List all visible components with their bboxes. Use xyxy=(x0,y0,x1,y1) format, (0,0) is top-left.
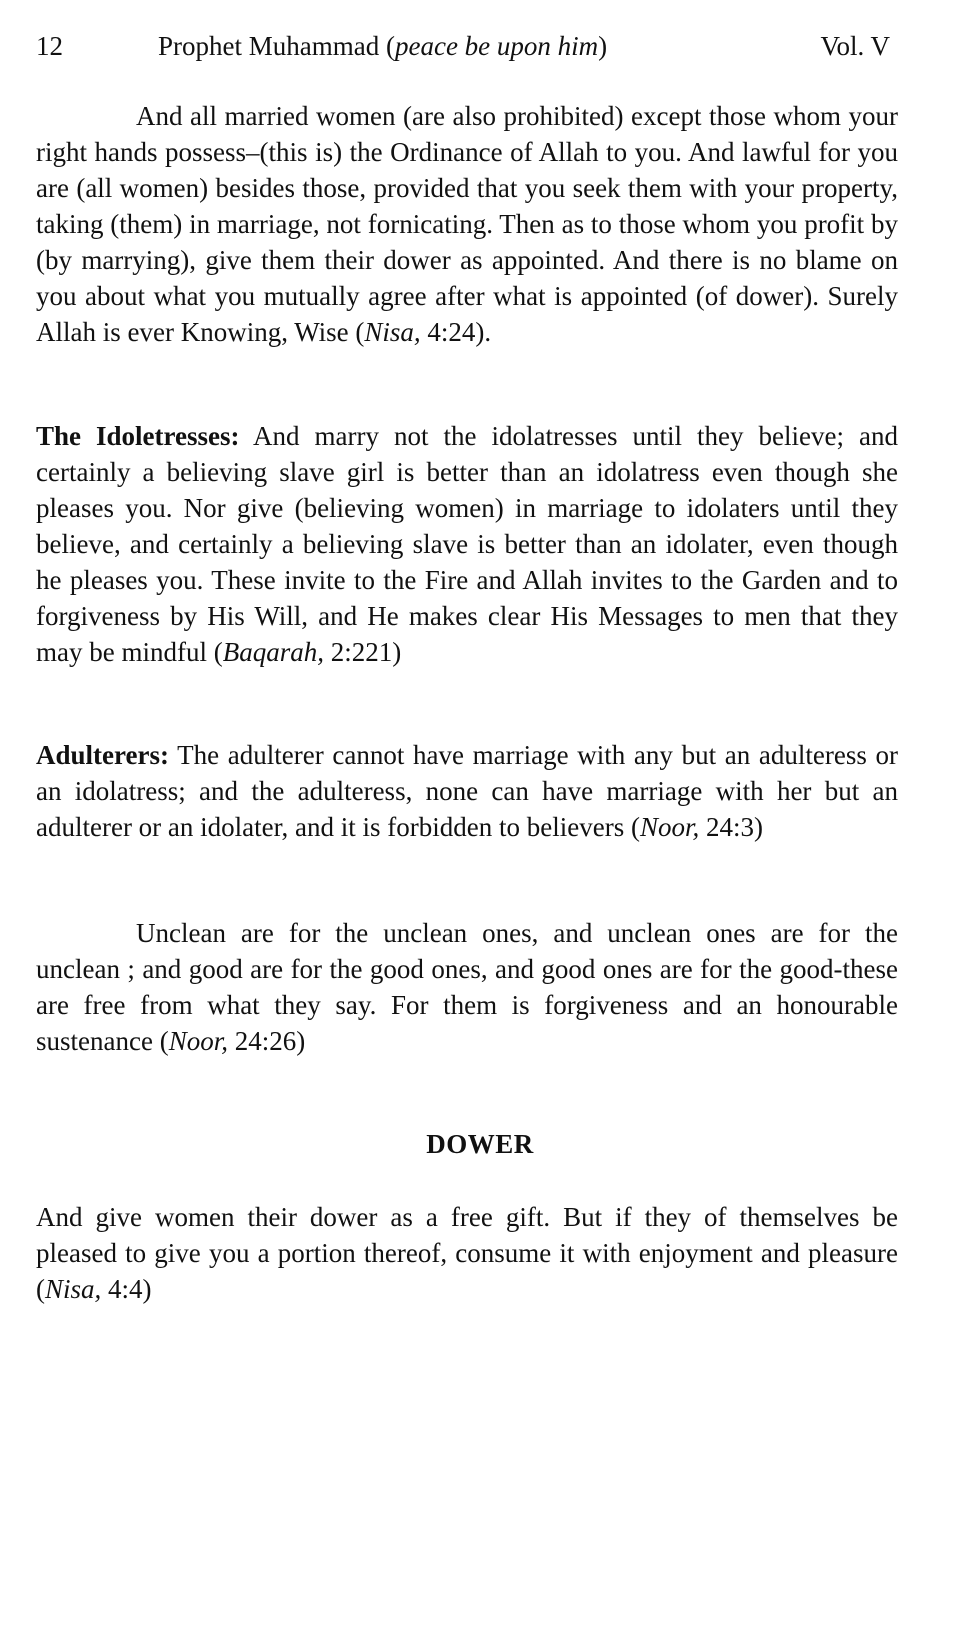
page-number: 12 xyxy=(36,31,63,61)
page-header xyxy=(36,26,896,66)
verse-source: Baqarah, xyxy=(222,637,324,667)
verse-source: Noor, xyxy=(168,1026,228,1056)
verse-source: Nisa, xyxy=(364,317,421,347)
paragraph-text: And marry not the idolatresses until they believe; and certainly a believing slave girl is better than an idolatress even though she pleases you. Nor give (believing women) in marriage to idolaters until they believe, and certainly a believing slave is better than an idolater, even though he pleases you. These invite to the Fire and Allah invites to the Garden and to forgiveness by His Will, and He makes clear His Messages to men that they may be mindful ( xyxy=(36,421,898,667)
verse-number: 24:26) xyxy=(227,1026,306,1056)
section-heading: DOWER xyxy=(426,1129,534,1159)
verse-number: 4:4) xyxy=(101,1274,152,1304)
paragraph-unclean xyxy=(36,915,898,1059)
running-title-paren-open: ( xyxy=(385,31,395,61)
paragraph-text: And give women their dower as a free gift. But if they of themselves be pleased to give you a portion thereof, consume it with enjoyment and pleasure ( xyxy=(36,1202,898,1304)
verse-number: 24:3) xyxy=(699,812,763,842)
paragraph-text: Unclean are for the unclean ones, and unclean ones are for the unclean ; and good are for the good ones, and good ones are for the good-these are free from what they say. For them is forgiveness and an honourable sustenance ( xyxy=(36,918,898,1056)
volume-label: Vol. V xyxy=(820,31,890,61)
paragraph-text: The adulterer cannot have marriage with any but an adulteress or an idolatress; and the adulteress, none can have marriage with her but an adulterer or an idolater, and it is forbidden to believers ( xyxy=(36,740,898,842)
paragraph-married-women xyxy=(36,98,898,350)
verse-number: 2:221) xyxy=(323,637,402,667)
running-title-italic: peace be upon him xyxy=(394,31,599,61)
verse-source: Nisa, xyxy=(45,1274,102,1304)
verse-number: 4:24). xyxy=(420,317,492,347)
paragraph-label: The Idoletresses: xyxy=(36,421,240,451)
paragraph-label: Adulterers: xyxy=(36,740,169,770)
paragraph-idolatresses xyxy=(36,418,898,670)
paragraph-text: And all married women (are also prohibited) except those whom your right hands possess–(this is) the Ordinance of Allah to you. And lawful for you are (all women) besides those, provided that you seek them with your property, taking (them) in marriage, not fornicating. Then as to those whom you profit by (by marrying), give them their dower as appointed. And there is no blame on you about what you mutually agree after what is appointed (of dower). Surely Allah is ever Knowing, Wise ( xyxy=(36,101,898,347)
paragraph-dower xyxy=(36,1199,898,1307)
running-title xyxy=(158,26,607,66)
verse-source: Noor, xyxy=(639,812,700,842)
paragraph-adulterers xyxy=(36,737,898,845)
running-title-paren-close: ) xyxy=(598,31,608,61)
running-title-main: Prophet Muhammad xyxy=(158,31,380,61)
